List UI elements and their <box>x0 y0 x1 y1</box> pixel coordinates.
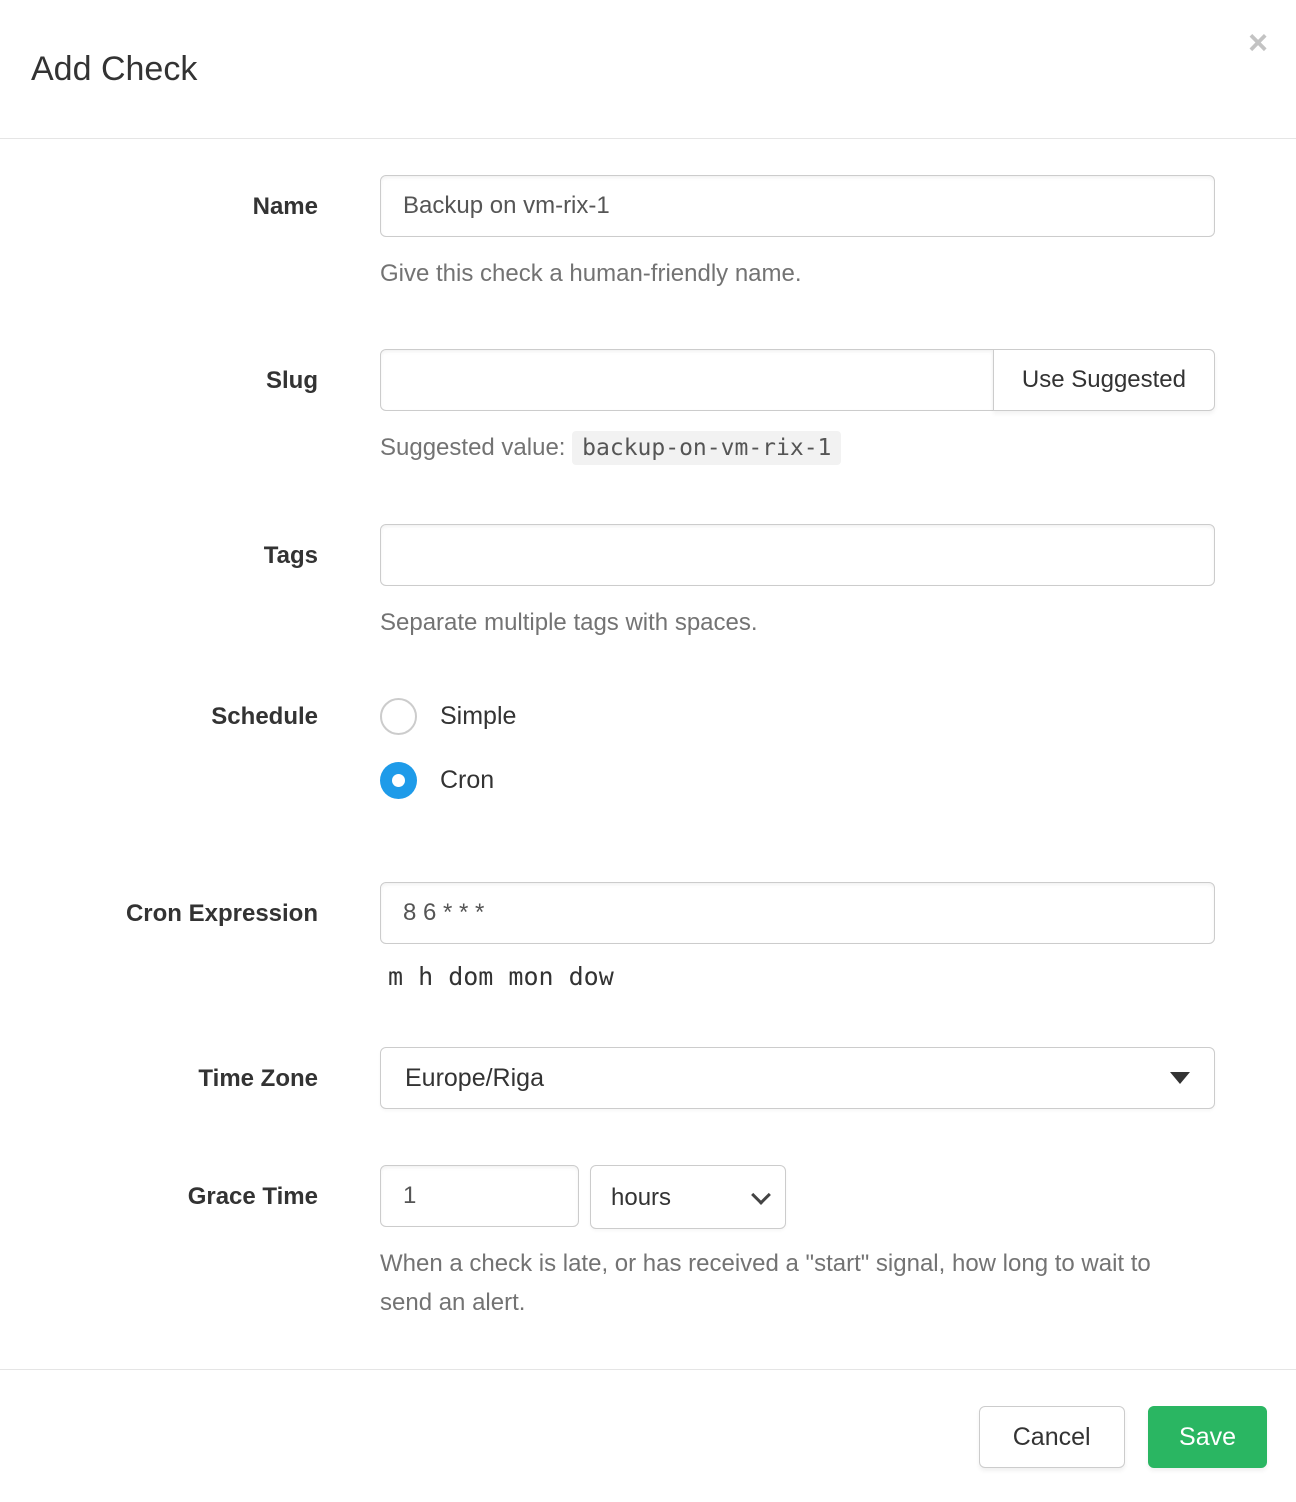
modal-footer <box>0 1369 1296 1502</box>
schedule-option-cron-label: Cron <box>440 766 495 795</box>
cron-field-row <box>0 882 1215 991</box>
name-input[interactable] <box>380 175 1215 237</box>
timezone-controls <box>380 1047 1215 1109</box>
grace-field-row <box>0 1165 1215 1322</box>
slug-help-text <box>380 429 1215 467</box>
radio-checked-icon[interactable] <box>380 762 417 799</box>
timezone-field-row <box>0 1047 1215 1109</box>
schedule-controls <box>380 698 1215 826</box>
grace-controls <box>380 1165 1215 1229</box>
name-controls <box>380 175 1215 293</box>
tags-label: Tags <box>263 541 318 569</box>
tags-field-row <box>0 524 1215 642</box>
tags-input[interactable] <box>380 524 1215 586</box>
modal-body <box>0 139 1296 1322</box>
timezone-label: Time Zone <box>198 1065 318 1093</box>
grace-controls-wrap <box>380 1165 1215 1322</box>
tags-controls <box>380 524 1215 642</box>
cancel-button[interactable]: Cancel <box>979 1406 1125 1468</box>
grace-time-value-input[interactable] <box>380 1165 579 1227</box>
schedule-option-cron[interactable] <box>380 762 1215 799</box>
slug-input-group <box>380 349 1215 411</box>
grace-unit-select-wrap <box>590 1165 786 1229</box>
name-label: Name <box>252 193 318 220</box>
modal-header <box>0 0 1296 139</box>
slug-label: Slug <box>266 367 318 395</box>
modal-title: Add Check <box>31 49 198 88</box>
slug-input[interactable] <box>380 349 994 411</box>
cron-expression-label: Cron Expression <box>125 900 318 928</box>
timezone-selected-value: Europe/Riga <box>405 1063 544 1092</box>
close-icon[interactable]: × <box>1248 24 1268 62</box>
suggested-value-prefix: Suggested value: <box>380 434 566 462</box>
radio-dot <box>392 774 405 787</box>
name-help-text: Give this check a human-friendly name. <box>380 260 802 287</box>
timezone-select[interactable] <box>380 1047 1215 1109</box>
schedule-option-simple-label: Simple <box>440 702 517 731</box>
grace-unit-select[interactable] <box>590 1165 786 1229</box>
use-suggested-button[interactable]: Use Suggested <box>993 349 1215 411</box>
schedule-option-simple[interactable] <box>380 698 1215 735</box>
name-field-row <box>0 175 1215 293</box>
chevron-down-icon <box>1170 1072 1190 1084</box>
suggested-value-code: backup-on-vm-rix-1 <box>572 431 841 465</box>
tags-help-text: Separate multiple tags with spaces. <box>380 608 758 636</box>
radio-unchecked-icon[interactable] <box>380 698 417 735</box>
cron-expression-input[interactable] <box>380 882 1215 944</box>
cron-controls <box>380 882 1215 991</box>
cron-help-text: m h dom mon dow <box>388 962 614 992</box>
schedule-field-row <box>0 698 1215 826</box>
schedule-label: Schedule <box>211 703 318 731</box>
grace-time-label: Grace Time <box>187 1183 318 1211</box>
save-button[interactable]: Save <box>1148 1406 1267 1468</box>
grace-help-text: When a check is late, or has received a "start" signal, how long to wait to send an alert. <box>380 1250 1151 1316</box>
slug-field-row <box>0 349 1215 467</box>
slug-controls <box>380 349 1215 467</box>
